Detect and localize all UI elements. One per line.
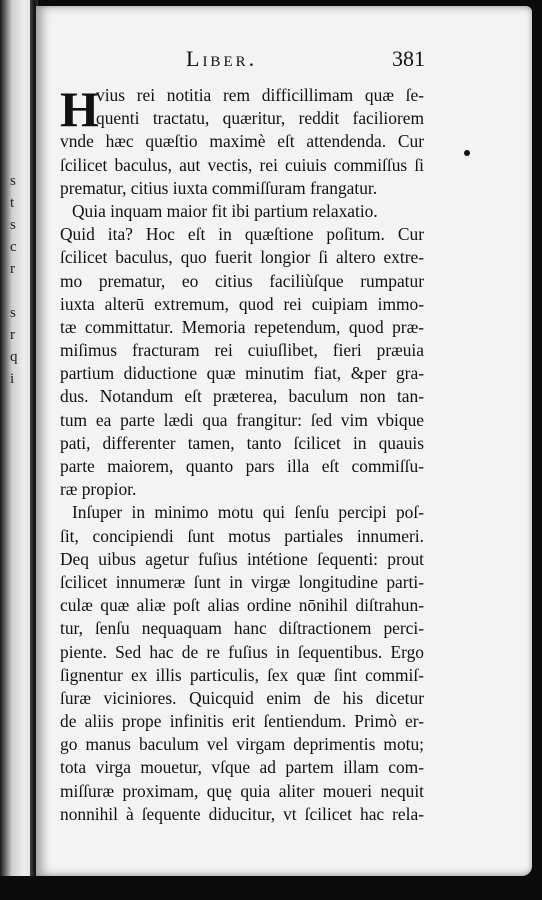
text-line: miſimus fracturam rei cuiuſlibet, fieri præuia	[60, 340, 424, 361]
text-line: de aliis prope infinitis erit ſentiendum. Primò er-	[60, 711, 424, 732]
text-line: miſſuræ proximam, quę quia aliter moueri nequit	[60, 780, 424, 801]
text-line: culæ quæ aliæ poſt alias ordine nōnihil diſtrahun-	[60, 595, 424, 616]
text-line: tæ committatur. Memoria repetendum, quod præ-	[60, 316, 424, 337]
text-line: pati, differenter tamen, tanto ſcilicet in quauis	[60, 432, 424, 453]
scan-background	[0, 876, 542, 900]
running-title: Liber.	[186, 46, 258, 71]
text-line: ſcilicet innumeræ ſunt in virgæ longitudine parti-	[60, 571, 424, 592]
text-line: Deq uibus agetur fuſius intétione ſequenti: prout	[60, 548, 424, 569]
text-line: tum ea parte lædi qua frangitur: ſed vim vbique	[60, 409, 424, 430]
text-line: quenti tractatu, quæritur, reddit faciliorem	[96, 108, 424, 129]
text-line: ræ propior.	[60, 479, 137, 500]
text-line: iuxta alterū extremum, quod rei cuipiam immo-	[60, 293, 424, 314]
text-line: mo prematur, eo citius faciliùſque rumpatur	[60, 270, 424, 291]
text-line: go manus baculum vel virgam deprimentis motu;	[60, 734, 424, 755]
text-line: prematur, citius iuxta commiſſuram frangatur.	[60, 177, 378, 198]
left-page-edge-text: s t s c r s r q i	[10, 173, 18, 387]
page-header	[36, 46, 532, 76]
text-line: ſit, concipiendi ſunt motus partiales innumeri.	[60, 525, 424, 546]
text-line: partium diductione quæ minutim fiat, &per gra-	[60, 363, 424, 384]
left-page-edge	[0, 0, 34, 900]
text-line: piente. Sed hac de re fuſius in ſequentibus. Ergo	[60, 641, 424, 662]
text-line: tota virga mouetur, vſque ad partem illam com-	[60, 757, 424, 778]
drop-cap: H	[60, 81, 99, 137]
text-line: ſcilicet baculus, aut vectis, rei cuiuis commiſſus ſi	[60, 154, 424, 175]
text-line: vnde hæc quæſtio maximè eſt attendenda. Cur	[60, 131, 424, 152]
text-line: Inſuper in minimo motu qui ſenſu percipi poſ-	[72, 502, 424, 523]
book-page	[36, 6, 532, 876]
text-line: vius rei notitia rem difficillimam quæ ſe-	[96, 85, 424, 105]
page-number: 381	[392, 46, 425, 71]
text-line: ſignentur ex illis particulis, ſex quæ ſint commiſ-	[60, 664, 424, 685]
text-line: tur, ſenſu nequaquam hanc diſtractionem perci-	[60, 618, 424, 639]
main-text	[60, 81, 424, 826]
text-line: parte maiorem, quanto pars illa eſt commiſſu-	[60, 456, 424, 476]
text-line: nonnihil à ſequente diducitur, vt ſcilicet hac rela-	[60, 803, 424, 824]
ink-spot	[464, 150, 470, 156]
text-line: Quid ita? Hoc eſt in quæſtione poſitum. Cur	[60, 224, 424, 245]
text-line: ſuræ viciniores. Quicquid enim de his dicetur	[60, 687, 424, 708]
text-line: Quia inquam maior fit ibi partium relaxatio.	[72, 200, 378, 221]
text-line: ſcilicet baculus, quo fuerit longior ſi altero extre-	[60, 247, 424, 268]
text-line: dus. Notandum eſt præterea, baculum non tan-	[60, 386, 424, 407]
